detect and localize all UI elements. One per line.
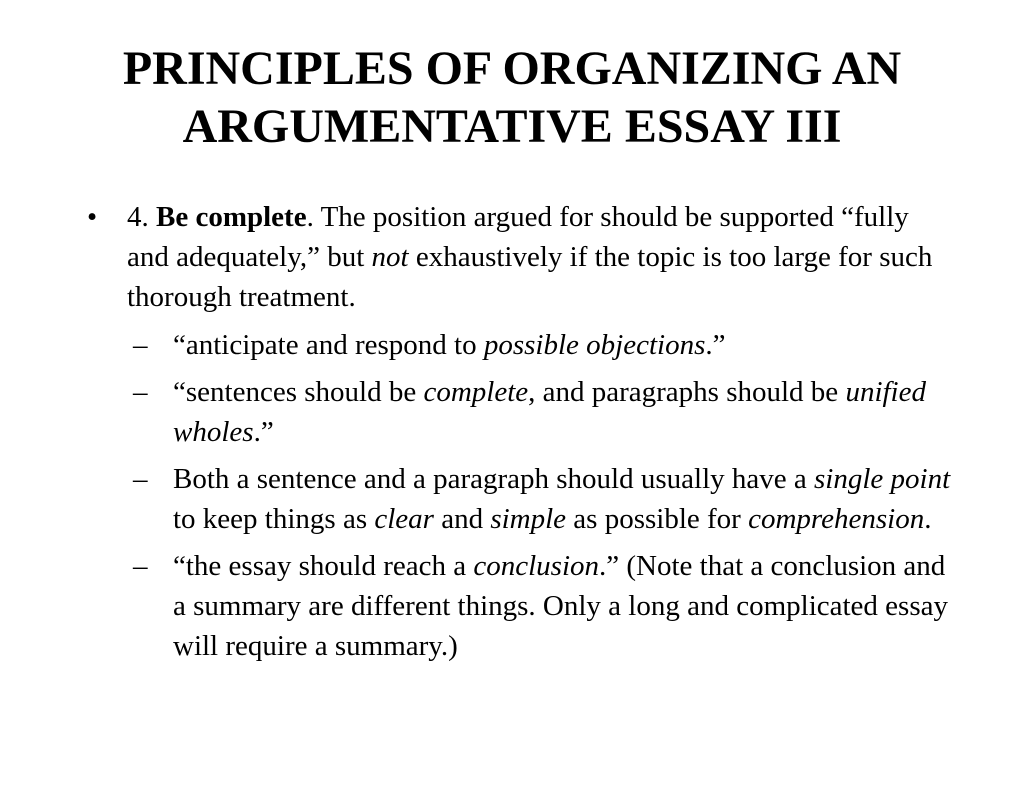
dash-marker: – — [133, 376, 148, 408]
dash-marker: – — [133, 550, 148, 582]
sub-text: Both a sentence and a paragraph should usually have a — [173, 463, 815, 495]
sub-emphasis: single point — [814, 463, 951, 495]
sub-emphasis: comprehension — [748, 503, 925, 535]
bullet-heading: Be complete — [156, 201, 307, 233]
sub-item-objections — [133, 325, 957, 365]
sub-emphasis: possible objections — [483, 329, 706, 361]
sub-text: , and paragraphs should be — [528, 376, 846, 408]
sub-text: . — [924, 503, 932, 535]
sub-text: “the essay should reach a — [173, 550, 474, 582]
bullet-marker: • — [87, 201, 98, 233]
sub-emphasis: simple — [490, 503, 567, 535]
sub-text: “sentences should be — [173, 376, 424, 408]
bullet-text-a: . The position argued for should be supported “fully and adequately,” but — [127, 201, 909, 273]
sub-item-conclusion — [133, 546, 957, 666]
bullet-emphasis-not: not — [371, 241, 409, 273]
bullet-number: 4. — [127, 201, 156, 233]
sub-text: to keep things as — [173, 503, 375, 535]
bullet-item — [87, 197, 957, 317]
sub-text: .” (Note that a conclusion and a summary are different things. Only a long and complicated essay will require a summary.) — [173, 550, 948, 662]
title-line-2: ARGUMENTATIVE ESSAY III — [182, 100, 842, 153]
dash-marker: – — [133, 463, 148, 495]
slide-body — [87, 197, 957, 673]
sub-item-complete-sentences — [133, 372, 957, 452]
sub-text: “anticipate and respond to — [173, 329, 484, 361]
sub-emphasis: clear — [374, 503, 434, 535]
dash-marker: – — [133, 329, 148, 361]
sub-text: .” — [253, 416, 274, 448]
slide-title — [40, 40, 984, 156]
sub-emphasis: conclusion — [473, 550, 600, 582]
sub-text: as possible for — [566, 503, 749, 535]
sub-emphasis: unified wholes — [173, 376, 926, 448]
sub-text: and — [433, 503, 491, 535]
bullet-text-b: exhaustively if the topic is too large for such thorough treatment. — [127, 241, 933, 313]
sub-item-single-point — [133, 459, 957, 539]
sub-emphasis: complete — [423, 376, 529, 408]
sub-text: .” — [705, 329, 726, 361]
title-line-1: PRINCIPLES OF ORGANIZING AN — [122, 42, 902, 95]
sub-list — [87, 325, 957, 666]
